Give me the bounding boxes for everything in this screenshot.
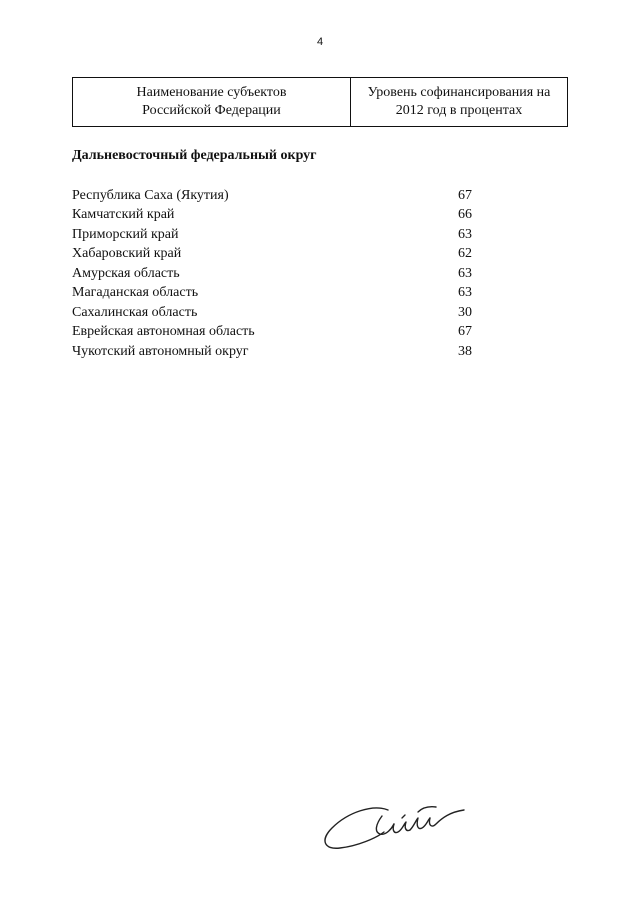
table-row [72,323,472,343]
cofinancing-value: 63 [458,285,472,301]
region-name: Приморский край [72,226,179,242]
cofinancing-value: 63 [458,265,472,281]
header-cell-subjects-line-2: Российской Федерации [142,103,281,118]
handwritten-signature [318,798,473,856]
region-name: Республика Саха (Якутия) [72,187,229,203]
region-name: Хабаровский край [72,246,182,262]
table-row [72,284,472,304]
region-name: Магаданская область [72,285,199,301]
table-row [72,303,472,323]
region-name: Камчатский край [72,207,175,223]
region-list [72,186,472,362]
cofinancing-value: 62 [458,246,472,262]
header-cell-cofinancing [351,78,567,126]
table-row [72,186,472,206]
header-cell-cofinancing-line-1: Уровень софинансирования на [367,85,551,100]
cofinancing-value: 30 [458,304,472,320]
header-cell-cofinancing-line-2: 2012 год в процентах [395,103,523,118]
cofinancing-value: 63 [458,226,472,242]
table-row [72,264,472,284]
region-name: Еврейская автономная область [72,324,255,340]
page-number: 4 [316,36,324,48]
cofinancing-value: 66 [458,207,472,223]
header-cell-subjects-line-1: Наименование субъектов [136,85,287,100]
header-cell-subjects [73,78,351,126]
region-name: Чукотский автономный округ [72,343,249,359]
cofinancing-value: 67 [458,187,472,203]
table-row [72,342,472,362]
region-name: Амурская область [72,265,180,281]
cofinancing-value: 67 [458,324,472,340]
cofinancing-value: 38 [458,343,472,359]
section-title: Дальневосточный федеральный округ [72,148,317,163]
table-row [72,225,472,245]
table-row [72,245,472,265]
table-header [72,77,568,127]
region-name: Сахалинская область [72,304,198,320]
table-row [72,206,472,226]
